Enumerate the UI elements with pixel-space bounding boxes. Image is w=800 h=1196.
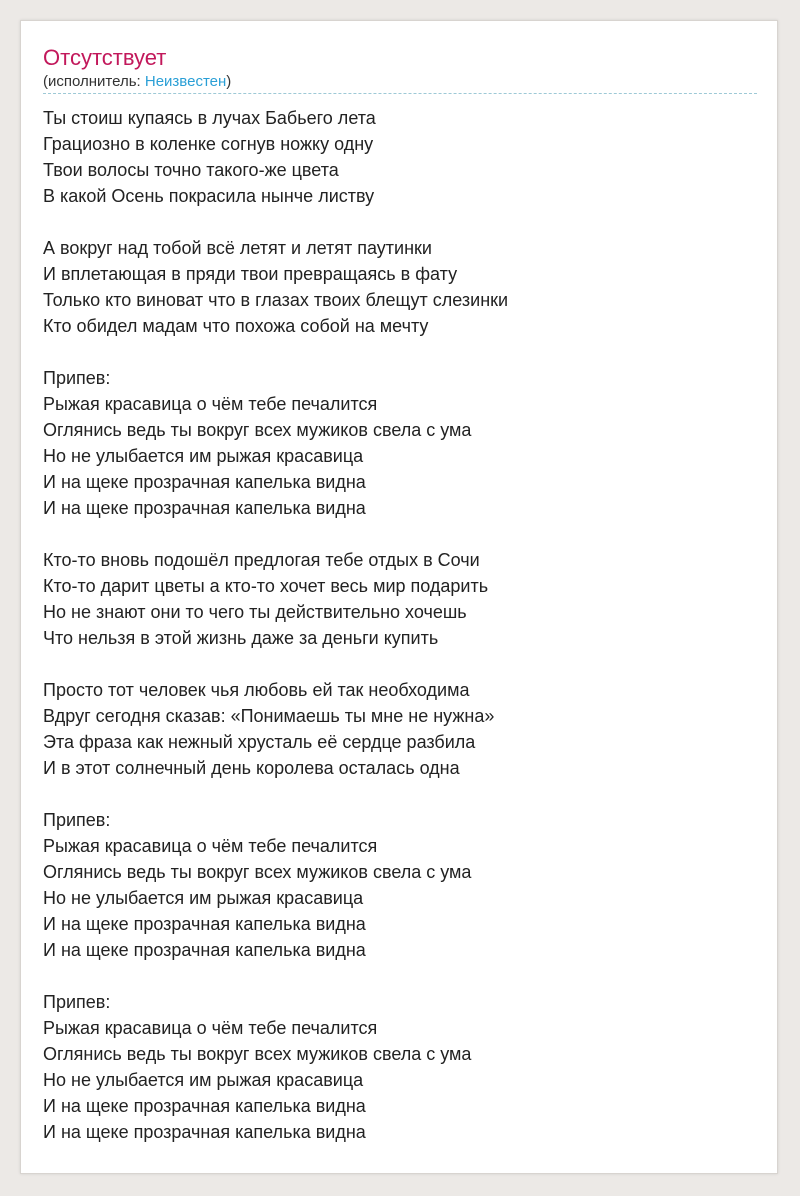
lyric-line: Но не улыбается им рыжая красавица	[43, 888, 364, 908]
chorus-label: Припев:	[43, 368, 111, 388]
lyric-line: Оглянись ведь ты вокруг всех мужиков свела с ума	[43, 420, 472, 440]
artist-link[interactable]: Неизвестен	[144, 73, 227, 90]
lyric-line: И на щеке прозрачная капелька видна	[43, 940, 366, 960]
chorus-label: Припев:	[43, 810, 111, 830]
lyric-line: И на щеке прозрачная капелька видна	[43, 1096, 366, 1116]
lyric-line: Просто тот человек чья любовь ей так необходима	[43, 680, 470, 700]
lyric-line: Твои волосы точно такого-же цвета	[43, 160, 339, 180]
lyric-line: Рыжая красавица о чём тебе печалится	[43, 1018, 378, 1038]
song-title: Отсутствует	[43, 45, 167, 70]
lyrics-card	[20, 20, 778, 1174]
lyric-line: Рыжая красавица о чём тебе печалится	[43, 394, 378, 414]
lyric-line: Грациозно в коленке согнув ножку одну	[43, 134, 374, 154]
lyric-line: Кто обидел мадам что похожа собой на мечту	[43, 316, 429, 336]
artist-prefix: (исполнитель:	[43, 73, 145, 90]
lyric-line: И на щеке прозрачная капелька видна	[43, 1122, 366, 1142]
lyric-line: И в этот солнечный день королева осталась одна	[43, 758, 460, 778]
lyric-line: Кто-то вновь подошёл предлогая тебе отдых в Сочи	[43, 550, 480, 570]
lyrics-stanza	[43, 105, 508, 209]
lyrics-body	[43, 105, 508, 1145]
lyric-line: Оглянись ведь ты вокруг всех мужиков свела с ума	[43, 862, 472, 882]
lyric-line: Но не улыбается им рыжая красавица	[43, 446, 364, 466]
lyric-line: И на щеке прозрачная капелька видна	[43, 914, 366, 934]
lyric-line: А вокруг над тобой всё летят и летят паутинки	[43, 238, 432, 258]
lyrics-stanza	[43, 547, 508, 651]
artist-suffix: )	[226, 73, 232, 90]
lyric-line: В какой Осень покрасила нынче листву	[43, 186, 375, 206]
lyric-line: Эта фраза как нежный хрусталь её сердце разбила	[43, 732, 476, 752]
lyrics-stanza	[43, 677, 508, 781]
lyric-line: Ты стоиш купаясь в лучах Бабьего лета	[43, 108, 376, 128]
lyrics-stanza	[43, 365, 508, 521]
lyric-line: Рыжая красавица о чём тебе печалится	[43, 836, 378, 856]
chorus-label: Припев:	[43, 992, 111, 1012]
lyric-line: Что нельзя в этой жизнь даже за деньги купить	[43, 628, 439, 648]
lyric-line: Кто-то дарит цветы а кто-то хочет весь мир подарить	[43, 576, 489, 596]
artist-line	[43, 73, 231, 91]
lyric-line: Вдруг сегодня сказав: «Понимаешь ты мне не нужна»	[43, 706, 495, 726]
lyric-line: Но не улыбается им рыжая красавица	[43, 1070, 364, 1090]
lyric-line: Оглянись ведь ты вокруг всех мужиков свела с ума	[43, 1044, 472, 1064]
lyric-line: Только кто виноват что в глазах твоих блещут слезинки	[43, 290, 509, 310]
lyric-line: И на щеке прозрачная капелька видна	[43, 498, 366, 518]
lyric-line: Но не знают они то чего ты действительно хочешь	[43, 602, 467, 622]
lyrics-stanza	[43, 807, 508, 963]
lyric-line: И на щеке прозрачная капелька видна	[43, 472, 366, 492]
lyrics-stanza	[43, 989, 508, 1145]
lyric-line: И вплетающая в пряди твои превращаясь в фату	[43, 264, 458, 284]
lyrics-stanza	[43, 235, 508, 339]
title-divider	[43, 93, 757, 94]
